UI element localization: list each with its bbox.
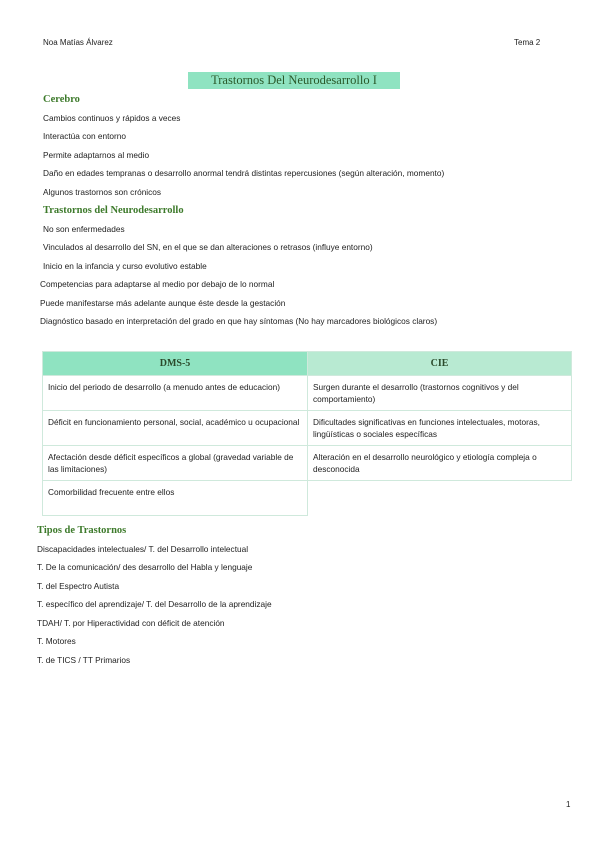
table-cell: Inicio del periodo de desarrollo (a menudo antes de educacion) — [43, 376, 308, 411]
table-cell — [308, 481, 572, 516]
header-author: Noa Matías Álvarez — [43, 38, 113, 47]
table-cell: Alteración en el desarrollo neurológico y etiología compleja o desconocida — [308, 446, 572, 481]
table-cell: Comorbilidad frecuente entre ellos — [43, 481, 308, 516]
section-heading-tipos: Tipos de Trastornos — [37, 525, 127, 536]
table-header-row — [43, 352, 572, 376]
table-row — [43, 446, 572, 481]
list-item: T. del Espectro Autista — [37, 581, 120, 591]
list-item: No son enfermedades — [43, 224, 125, 234]
list-item: Inicio en la infancia y curso evolutivo estable — [43, 261, 207, 271]
column-header-dms5: DMS-5 — [43, 352, 308, 376]
list-item: Permite adaptarnos al medio — [43, 150, 150, 160]
list-item: Cambios continuos y rápidos a veces — [43, 113, 181, 123]
list-item: T. específico del aprendizaje/ T. del Desarrollo de la aprendizaje — [37, 599, 272, 609]
table-row — [43, 411, 572, 446]
table-row — [43, 481, 572, 516]
table-row — [43, 376, 572, 411]
comparison-table — [42, 351, 572, 516]
list-item: Daño en edades tempranas o desarrollo anormal tendrá distintas repercusiones (según alteración, momento) — [43, 168, 445, 178]
list-item: Competencias para adaptarse al medio por debajo de lo normal — [40, 279, 275, 289]
section-heading-trastornos: Trastornos del Neurodesarrollo — [43, 205, 184, 216]
table-cell: Déficit en funcionamiento personal, social, académico u ocupacional — [43, 411, 308, 446]
list-item: TDAH/ T. por Hiperactividad con déficit de atención — [37, 618, 225, 628]
table-cell: Dificultades significativas en funciones intelectuales, motoras, lingüísticas o sociales específicas — [308, 411, 572, 446]
page-number: 1 — [566, 800, 571, 809]
list-item: Diagnóstico basado en interpretación del grado en que hay síntomas (No hay marcadores biológicos claros) — [40, 316, 438, 326]
list-item: T. Motores — [37, 636, 76, 646]
list-item: T. De la comunicación/ des desarrollo del Habla y lenguaje — [37, 562, 253, 572]
list-item: Algunos trastornos son crónicos — [43, 187, 162, 197]
page-title: Trastornos Del Neurodesarrollo I — [188, 72, 400, 89]
table-cell: Afectación desde déficit específicos a global (gravedad variable de las limitaciones) — [43, 446, 308, 481]
list-item: Discapacidades intelectuales/ T. del Desarrollo intelectual — [37, 544, 249, 554]
list-item: Puede manifestarse más adelante aunque éste desde la gestación — [40, 298, 286, 308]
table-cell: Surgen durante el desarrollo (trastornos cognitivos y del comportamiento) — [308, 376, 572, 411]
list-item: Vinculados al desarrollo del SN, en el que se dan alteraciones o retrasos (influye entorno) — [43, 242, 373, 252]
list-item: T. de TICS / TT Primarios — [37, 655, 131, 665]
column-header-cie: CIE — [308, 352, 572, 376]
list-item: Interactúa con entorno — [43, 131, 127, 141]
section-heading-cerebro: Cerebro — [43, 94, 80, 105]
header-topic: Tema 2 — [514, 38, 541, 47]
